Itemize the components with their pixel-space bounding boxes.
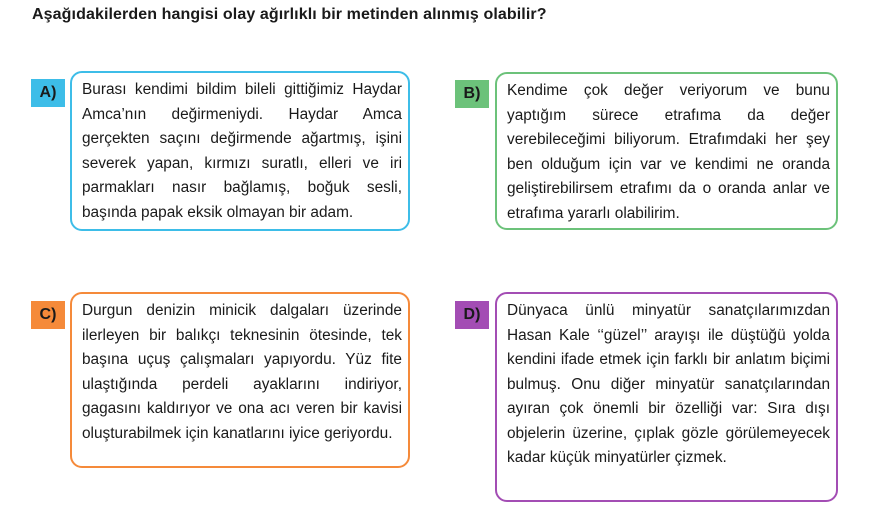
option-d-text: Dünyaca ünlü minyatür sanatçılarımızdan Hasan Kale ‘‘güzel’’ arayışı ile düştüğü yolda kendini ifade etmek için farklı bir anlatım biçimi bulmuş. Onu diğer minyatür sanatçılarından ayıran çok önemli bir özelliği var: Sıra dışı objelerin üzerine, çıplak gözle görülemeyecek kadar küçük minyatürler çizmek. xyxy=(507,302,830,466)
option-c-text: Durgun denizin minicik dalgaları üzerinde ilerleyen bir balıkçı teknesinin ötesinde, tek başına uçuş çalışmaları yapıyordu. Yüz fite ulaştığında perdeli ayaklarını indiriyor, gagasını kaldırıyor ve ona acı veren bir kavisi oluşturabilmek için kanatlarını iyice geriyordu. xyxy=(82,302,402,442)
option-b-card[interactable] xyxy=(495,72,838,230)
question-text: Aşağıdakilerden hangisi olay ağırlıklı bir metinden alınmış olabilir? xyxy=(32,6,547,23)
option-d-card[interactable] xyxy=(495,292,838,502)
option-c-label[interactable]: C) xyxy=(31,301,65,329)
option-d-label[interactable]: D) xyxy=(455,301,489,329)
option-a-label[interactable]: A) xyxy=(31,79,65,107)
option-a-card[interactable] xyxy=(70,71,410,231)
option-a-text: Burası kendimi bildim bileli gittiğimiz Haydar Amca’nın değirmeniydi. Haydar Amca gerçekten saçını değirmende ağartmış, işini severek yapan, kırmızı suratlı, elleri ve iri parmakları nasır bağlamış, boğuk sesli, başında papak eksik olmayan bir adam. xyxy=(82,81,402,221)
option-c-card[interactable] xyxy=(70,292,410,468)
option-b-text: Kendime çok değer veriyorum ve bunu yaptığım sürece etrafıma da değer verebileceğimi biliyorum. Etrafımdaki her şey ben olduğum için var ve kendimi ne oranda geliştirebilirsem etrafımı da o oranda anlar ve etrafıma yararlı olabilirim. xyxy=(507,82,830,222)
option-b-label[interactable]: B) xyxy=(455,80,489,108)
